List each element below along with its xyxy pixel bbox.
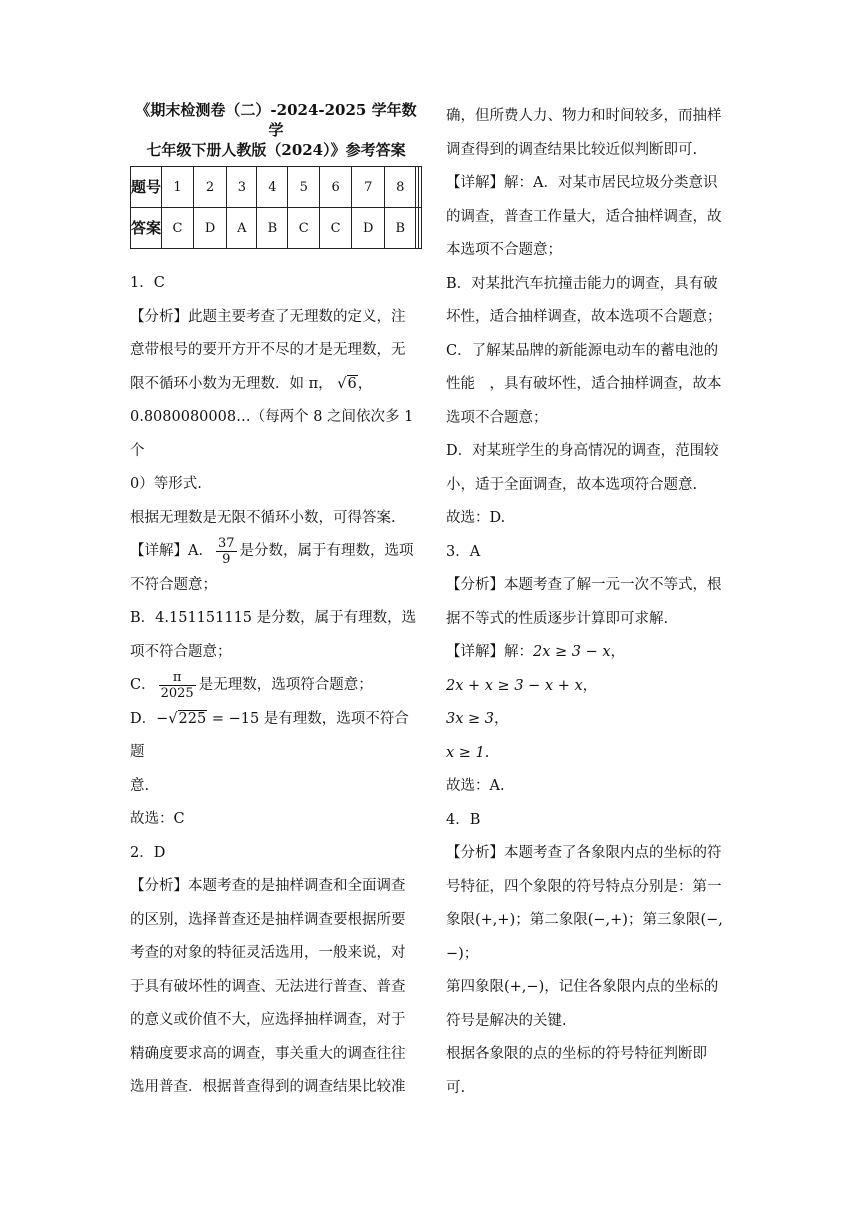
table-cell: B [257, 208, 288, 249]
q3-detail-step-2 [446, 670, 736, 704]
table-cell: 6 [320, 167, 352, 208]
q1-analysis: 【分析】此题主要考查了无理数的定义，注 [130, 308, 406, 325]
q2-analysis: 考查的对象的特征灵活选用，一般来说，对 [130, 945, 406, 961]
punctuation: ， [582, 677, 598, 694]
q4-analysis: 号特征，四个象限的符号特点分别是：第一 [446, 878, 722, 895]
sqrt-6: 6 [347, 375, 357, 392]
q2-detail: 选项不合题意； [446, 409, 548, 426]
q2-detail: C．了解某品牌的新能源电动车的蓄电池的 [446, 342, 719, 359]
title-line-2: 七年级下册人教版（2024）》参考答案 [146, 141, 406, 159]
table-header-number: 题号 [131, 167, 162, 208]
q4-analysis: 象限(+,+)；第二象限(−,+)；第三象限(−,−)； [446, 912, 723, 962]
q1-detail-d: D．−√225 = −15 是有理数，选项不符合题 [130, 710, 409, 760]
q2-analysis: 的意义或价值不大，应选择抽样调查，对于 [130, 1012, 406, 1028]
q3-detail-step-1 [446, 636, 736, 670]
q1-detail: 项不符合题意； [130, 643, 232, 660]
table-cell [419, 208, 422, 249]
numerator: 37 [217, 535, 235, 551]
numerator: π [159, 670, 196, 686]
q2-choice: 故选：D. [446, 510, 506, 526]
sqrt-225: 225 [178, 710, 207, 727]
q2-analysis: 于具有破坏性的调查、无法进行普查、普查 [130, 978, 406, 995]
table-cell: B [385, 208, 416, 249]
left-column [130, 100, 422, 1105]
q2-analysis: 【分析】本题考查的是抽样调查和全面调查 [130, 878, 406, 894]
q1-analysis: 0）等形式. [130, 476, 202, 492]
table-cell: 4 [257, 167, 288, 208]
math-expression: 3x ≥ 3 [446, 711, 494, 727]
q1-analysis: 根据无理数是无限不循环小数，可得答案. [130, 509, 396, 526]
q3-choice: 故选：A. [446, 778, 505, 794]
table-row-answers [131, 208, 422, 249]
q4-heading: 4．B [446, 811, 481, 828]
table-cell: C [320, 208, 352, 249]
table-cell: 3 [227, 167, 257, 208]
q1-analysis-text: 限不循环小数为无理数．如 π， [130, 375, 333, 392]
q2-detail: 坏性，适合抽样调查，故本选项不合题意； [446, 309, 722, 325]
table-cell: C [288, 208, 320, 249]
q4-analysis: 第四象限(+,−)，记住各象限内点的坐标的 [446, 979, 719, 995]
q1-analysis-comma: ， [357, 375, 373, 392]
q1-heading: 1．C [130, 275, 165, 291]
table-cell [419, 167, 422, 208]
table-cell: A [227, 208, 257, 249]
q1-detail: B．4.151151115 是分数，属于有理数，选 [130, 610, 417, 626]
q1-detail-a [130, 535, 422, 569]
q2-analysis: 确，但所费人力、物力和时间较多，而抽样 [446, 108, 722, 124]
q1-detail-c [130, 669, 422, 703]
table-cell: D [193, 208, 226, 249]
right-column [446, 100, 736, 1105]
detail-label: 【详解】解： [446, 644, 533, 660]
title-line-1: 《期末检测卷（二）-2024-2025 学年数学 [135, 101, 417, 139]
math-expression: 2x + x ≥ 3 − x + x [446, 677, 583, 694]
q3-analysis: 据不等式的性质逐步计算即可求解. [446, 610, 669, 627]
q3-heading: 3．A [446, 543, 481, 560]
q2-detail: 【详解】解：A．对某市居民垃圾分类意识 [446, 175, 718, 191]
table-header-answer: 答案 [131, 208, 162, 249]
punctuation: . [484, 744, 490, 761]
fraction-pi-2025 [159, 670, 196, 701]
detail-text: 是分数，属于有理数，选项 [239, 543, 414, 559]
q1-analysis: 意带根号的要开方开不尽的才是无理数，无 [130, 342, 406, 358]
table-cell: 2 [193, 167, 226, 208]
denominator: 2025 [160, 685, 194, 701]
q2-analysis: 调查得到的调查结果比较近似判断即可. [446, 141, 698, 158]
q2-analysis: 的区别，选择普查还是抽样调查要根据所要 [130, 911, 406, 928]
q2-detail: D．对某班学生的身高情况的调查，范围较 [446, 443, 719, 459]
q4-analysis: 【分析】本题考查了各象限内点的坐标的符 [446, 845, 722, 861]
q2-detail: 的调查，普查工作量大，适合抽样调查，故 [446, 208, 722, 225]
punctuation: ， [610, 644, 626, 660]
table-cell: C [162, 208, 194, 249]
q2-detail: 性能 ，具有破坏性，适合抽样调查，故本 [446, 376, 722, 392]
q4-analysis: 根据各象限的点的坐标的符号特征判断即 [446, 1046, 707, 1062]
q1-analysis: 0.8080080008…（每两个 8 之间依次多 1 个 [130, 409, 414, 459]
q4-analysis: 可. [446, 1079, 466, 1096]
q3-detail-step-4 [446, 737, 736, 771]
table-cell: 1 [162, 167, 194, 208]
q2-detail: 小，适于全面调查，故本选项符合题意. [446, 476, 698, 493]
q1-choice: 故选：C [130, 811, 185, 827]
answer-table [130, 166, 422, 249]
q2-analysis: 选用普查．根据普查得到的调查结果比较准 [130, 1079, 406, 1095]
q1-detail: 不符合题意； [130, 576, 217, 593]
detail-label: D．− [130, 710, 169, 727]
q2-detail: 本选项不合题意； [446, 242, 562, 258]
q3-analysis: 【分析】本题考查了解一元一次不等式，根 [446, 577, 722, 593]
q1-analysis-line: 限不循环小数为无理数．如 π， √6， [130, 375, 373, 392]
math-expression: 2x ≥ 3 − x [533, 644, 611, 660]
detail-label: C． [130, 677, 156, 693]
table-row-numbers [131, 167, 422, 208]
punctuation: ， [494, 711, 509, 727]
q2-analysis: 精确度要求高的调查，事关重大的调查往往 [130, 1045, 406, 1062]
q3-detail-step-3 [446, 703, 736, 737]
fraction-37-9 [216, 536, 237, 567]
q4-analysis: 符号是解决的关键. [446, 1012, 567, 1029]
detail-label: 【详解】A． [130, 543, 213, 559]
q2-heading: 2．D [130, 844, 166, 861]
detail-text: = −15 是有理数，选项不符合题 [130, 710, 409, 760]
table-cell: D [352, 208, 385, 249]
detail-text: 是无理数，选项符合题意； [198, 677, 373, 693]
math-expression: x ≥ 1 [446, 744, 485, 761]
table-cell: 8 [385, 167, 416, 208]
table-cell: 7 [352, 167, 385, 208]
table-cell: 5 [288, 167, 320, 208]
q1-detail: 意. [130, 777, 150, 794]
q2-detail: B．对某批汽车抗撞击能力的调查，具有破 [446, 275, 718, 292]
denominator: 9 [222, 551, 231, 567]
